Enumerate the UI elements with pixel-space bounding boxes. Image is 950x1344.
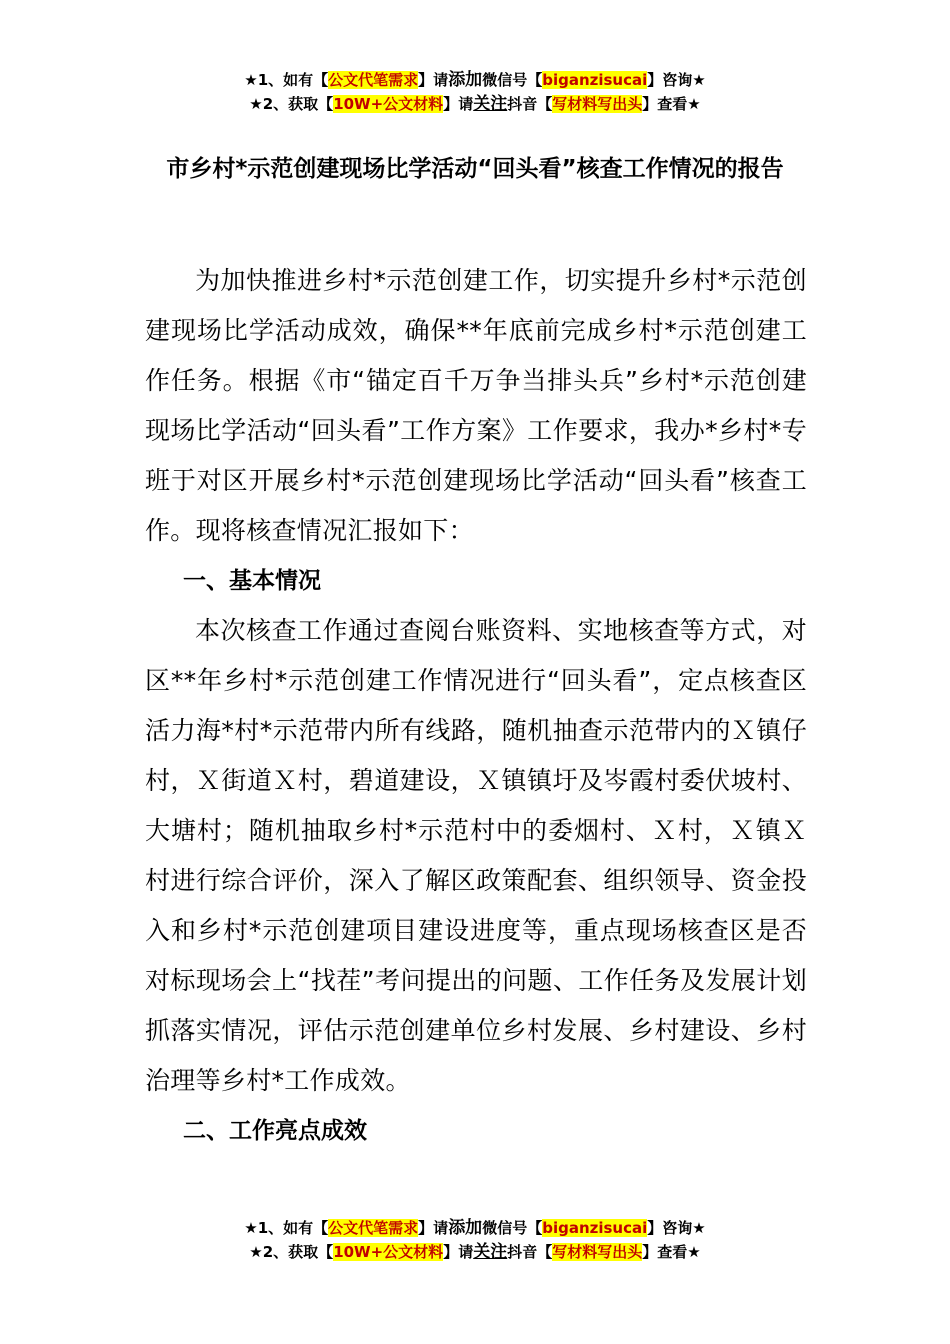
banner-text: 】请: [418, 71, 449, 89]
highlight-materials: 10W+公文材料: [333, 95, 444, 113]
emphasis-add: 添加: [448, 1218, 483, 1238]
banner-text: 】咨询★: [647, 1219, 706, 1237]
header-banner: [0, 68, 950, 116]
document-body: [145, 256, 807, 1156]
emphasis-follow: 关注: [473, 1242, 508, 1262]
banner-line-2: [0, 92, 950, 116]
section-1-heading: 一、基本情况: [183, 568, 321, 594]
banner-text: 】查看★: [642, 95, 701, 113]
highlight-douyin-account: 写材料写出头: [552, 95, 643, 113]
banner-line-2: [0, 1240, 950, 1264]
banner-text: 】查看★: [642, 1243, 701, 1261]
footer-banner: [0, 1216, 950, 1264]
banner-line-1: [0, 68, 950, 92]
document-title: 市乡村*示范创建现场比学活动“回头看”核查工作情况的报告: [166, 156, 784, 182]
banner-text: 】请: [418, 1219, 449, 1237]
banner-text: 】请: [443, 1243, 474, 1261]
highlight-wechat-id: biganzisucai: [542, 1219, 648, 1237]
banner-text: 微信号【: [482, 1219, 543, 1237]
highlight-douyin-account: 写材料写出头: [552, 1243, 643, 1261]
banner-text: 】咨询★: [647, 71, 706, 89]
section-2-heading: 二、工作亮点成效: [183, 1118, 367, 1144]
banner-text: 抖音【: [507, 95, 553, 113]
banner-text: 】请: [443, 95, 474, 113]
intro-paragraph: 为加快推进乡村*示范创建工作，切实提升乡村*示范创建现场比学活动成效，确保**年底前完成乡村*示范创建工作任务。根据《市“锚定百千万争当排头兵”乡村*示范创建现场比学活动“回头看”工作方案》工作要求，我办*乡村*专班于对区开展乡村*示范创建现场比学活动“回头看”核查工作。现将核查情况汇报如下：: [145, 266, 807, 545]
banner-text: 抖音【: [507, 1243, 553, 1261]
emphasis-add: 添加: [448, 70, 483, 90]
banner-text: ★1、如有【: [244, 71, 329, 89]
highlight-service: 公文代笔需求: [328, 1219, 419, 1237]
emphasis-follow: 关注: [473, 94, 508, 114]
banner-text: ★2、获取【: [249, 95, 334, 113]
banner-text: ★2、获取【: [249, 1243, 334, 1261]
banner-text: ★1、如有【: [244, 1219, 329, 1237]
section-1-paragraph: 本次核查工作通过查阅台账资料、实地核查等方式，对区**年乡村*示范创建工作情况进行“回头看”，定点核查区活力海*村*示范带内所有线路，随机抽查示范带内的Ｘ镇仔村，Ｘ街道Ｘ村，碧道建设，Ｘ镇镇圩及岑霞村委伏坡村、大塘村；随机抽取乡村*示范村中的委烟村、Ｘ村，Ｘ镇Ｘ村进行综合评价，深入了解区政策配套、组织领导、资金投入和乡村*示范创建项目建设进度等，重点现场核查区是否对标现场会上“找茬”考问提出的问题、工作任务及发展计划抓落实情况，评估示范创建单位乡村发展、乡村建设、乡村治理等乡村*工作成效。: [145, 616, 807, 1095]
highlight-materials: 10W+公文材料: [333, 1243, 444, 1261]
highlight-service: 公文代笔需求: [328, 71, 419, 89]
highlight-wechat-id: biganzisucai: [542, 71, 648, 89]
banner-text: 微信号【: [482, 71, 543, 89]
banner-line-1: [0, 1216, 950, 1240]
